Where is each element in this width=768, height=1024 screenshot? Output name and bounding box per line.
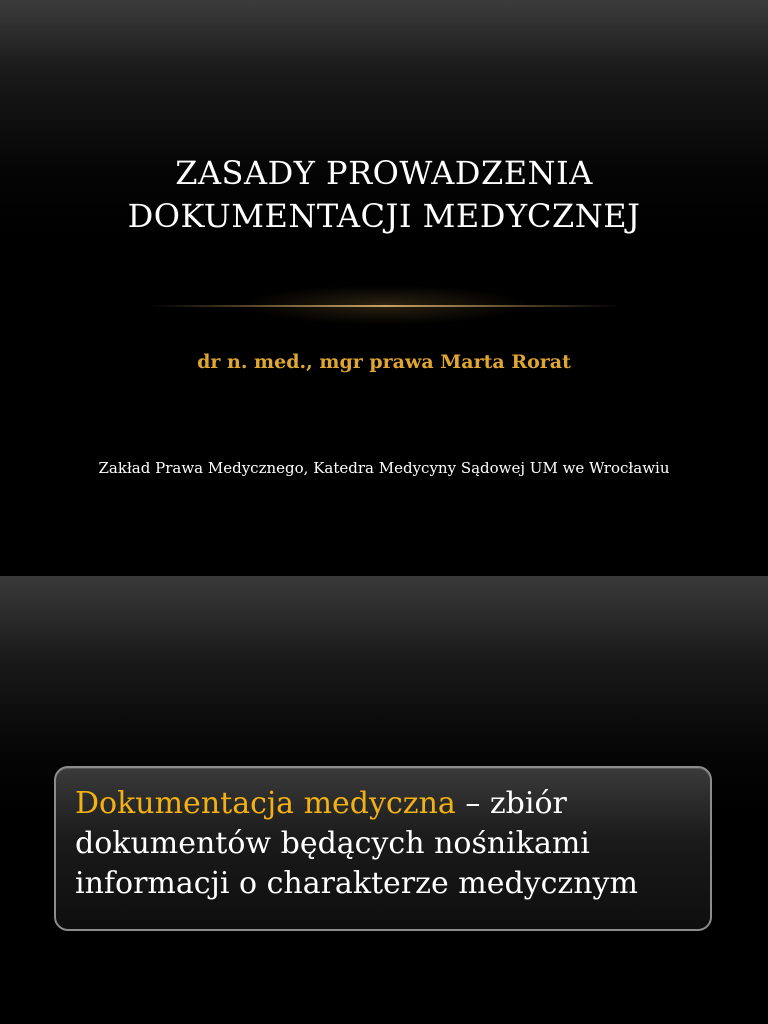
title-divider [150,305,620,307]
title-line-1: ZASADY PROWADZENIA [175,154,593,192]
slide-title-heading [0,152,768,238]
title-line-2: DOKUMENTACJI MEDYCZNEJ [127,197,641,235]
author-name: dr n. med., mgr prawa Marta Rorat [197,351,571,373]
author-affiliation: Zakład Prawa Medycznego, Katedra Medycyny Sądowej UM we Wrocławiu [98,459,670,477]
definition-box [54,766,712,931]
definition-text: – zbiór dokumentów będących nośnikami informacji o charakterze medycznym [75,786,638,901]
definition-term: Dokumentacja medyczna [75,786,456,821]
slide-definition [0,576,768,1024]
